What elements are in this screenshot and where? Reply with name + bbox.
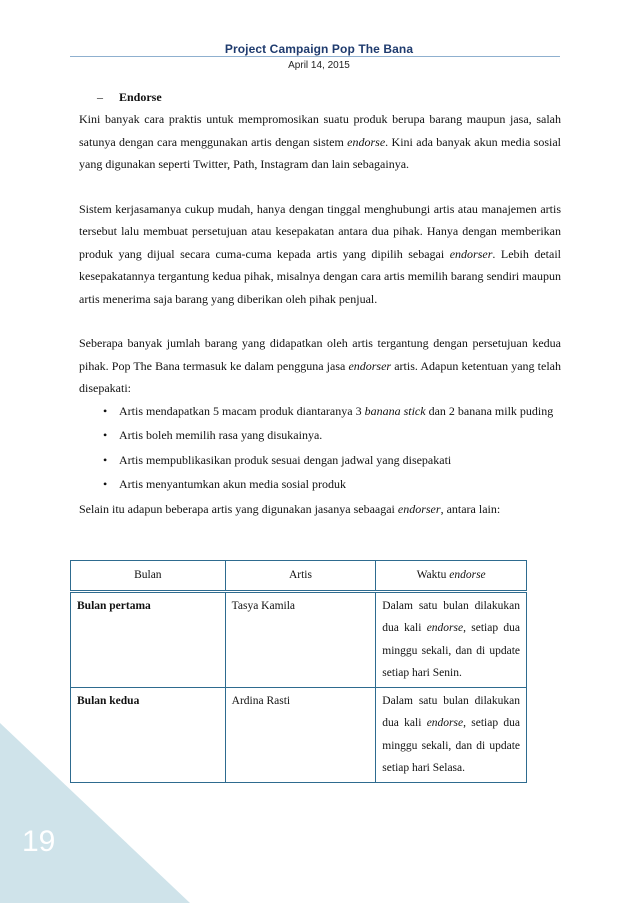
- paragraph-intro: [79, 108, 561, 176]
- paragraph-emphasis: endorser: [348, 358, 392, 373]
- bullet-icon: •: [103, 452, 108, 467]
- document-header-date: April 14, 2015: [288, 60, 350, 71]
- paragraph-text: Selain itu adapun beberapa artis yang digunakan jasanya sebaagai: [79, 501, 398, 516]
- document-header-title: Project Campaign Pop The Bana: [224, 42, 414, 56]
- table-header-row: [71, 561, 527, 592]
- paragraph-text: Sistem kerjasamanya cukup mudah, hanya dengan tinggal menghubungi artis atau manajemen artis tersebut lalu membuat persetujuan atau kesepakatan antara dua pihak. Hanya dengan memberikan produk yang dijual secara cuma-cuma kepada artis yang dipilih sebagai: [79, 201, 561, 261]
- column-header-bulan: Bulan: [71, 561, 226, 592]
- cell-text: Dalam satu bulan dilakukan dua kali: [382, 694, 520, 729]
- list-item-text: Artis mempublikasikan produk sesuai dengan jadwal yang disepakati: [119, 452, 452, 467]
- paragraph-system: [79, 198, 561, 311]
- cell-text: , setiap dua minggu sekali, dan di update setiap hari Selasa.: [382, 717, 520, 774]
- paragraph-agreement: [79, 332, 561, 400]
- table-row: [71, 591, 527, 687]
- list-item-emphasis: banana stick: [364, 403, 426, 418]
- column-header-waktu: [376, 561, 527, 592]
- cell-artis: Tasya Kamila: [225, 591, 376, 687]
- cell-waktu: [376, 591, 527, 687]
- paragraph-text: Kini banyak cara praktis untuk mempromosikan suatu produk berupa barang maupun jasa, salah satunya dengan cara menggunakan artis dengan sistem: [79, 112, 561, 149]
- cell-text: , setiap dua minggu sekali, dan di update setiap hari Senin.: [382, 622, 520, 679]
- bullet-icon: •: [103, 428, 108, 442]
- paragraph-text: , antara lain:: [440, 501, 501, 516]
- paragraph-emphasis: endorser: [397, 501, 441, 516]
- dash-bullet: –: [97, 90, 103, 104]
- corner-triangle: [0, 723, 190, 903]
- paragraph-text: artis. Adapun ketentuan yang telah disepakati:: [79, 358, 561, 395]
- document-body: [79, 86, 561, 520]
- paragraph-text: Seberapa banyak jumlah barang yang didapatkan oleh artis tergantung dengan persetujuan kedua pihak. Pop The Bana termasuk ke dalam pengguna jasa: [79, 336, 561, 373]
- cell-emphasis: endorse: [426, 717, 464, 729]
- paragraph-endorsers: [79, 498, 561, 521]
- cell-artis: Ardina Rasti: [225, 687, 376, 782]
- list-item-text: Artis mendapatkan 5 macam produk diantaranya 3: [119, 403, 365, 418]
- section-heading: [79, 86, 561, 108]
- header-emphasis: endorse: [449, 569, 486, 581]
- list-item: [79, 473, 561, 496]
- bullet-icon: •: [103, 477, 108, 491]
- page-number: 19: [22, 825, 56, 858]
- list-item: [79, 400, 561, 423]
- cell-emphasis: endorse: [426, 622, 464, 634]
- bullet-icon: •: [103, 403, 108, 418]
- header-text: Waktu: [416, 569, 450, 581]
- cell-waktu: [376, 687, 527, 782]
- header-divider: [70, 56, 560, 57]
- cell-bulan: Bulan pertama: [71, 591, 226, 687]
- paragraph-emphasis: endorser: [449, 246, 493, 261]
- cell-bulan: Bulan kedua: [71, 687, 226, 782]
- list-item-text: Artis boleh memilih rasa yang disukainya.: [119, 428, 323, 442]
- paragraph-text: . Kini ada banyak akun media sosial yang digunakan seperti Twitter, Path, Instagram dan lain sebagainya.: [79, 134, 562, 171]
- paragraph-emphasis: endorse: [347, 134, 386, 149]
- cell-text: Dalam satu bulan dilakukan dua kali: [382, 599, 520, 634]
- paragraph-text: . Lebih detail kesepakatannya tergantung kedua pihak, misalnya dengan cara artis memilih barang sendiri maupun artis menerima saja barang yang diberikan oleh pihak penjual.: [79, 246, 562, 306]
- list-item: [79, 424, 561, 447]
- column-header-artis: Artis: [225, 561, 376, 592]
- list-item-text: dan 2 banana milk puding: [425, 403, 554, 418]
- list-item-text: Artis menyantumkan akun media sosial produk: [119, 477, 346, 491]
- section-heading-text: Endorse: [119, 90, 162, 104]
- list-item: [79, 449, 561, 472]
- corner-decoration: [0, 723, 190, 903]
- terms-list: [79, 400, 561, 496]
